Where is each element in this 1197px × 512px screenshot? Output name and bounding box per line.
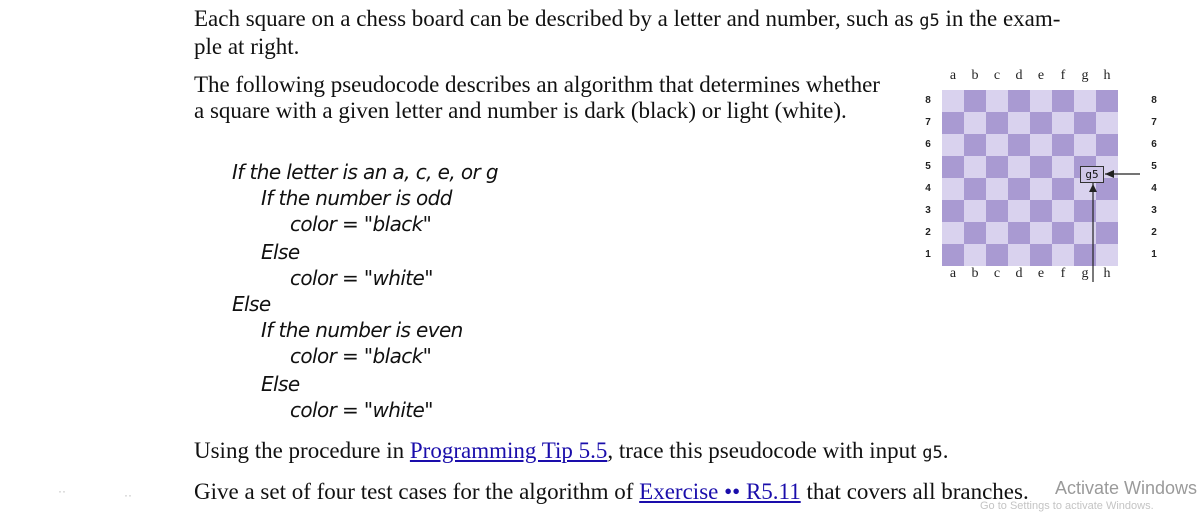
rank-label-2-right: 2 (1151, 227, 1157, 238)
board-square-c3 (986, 200, 1008, 222)
faint-mark: ·· (124, 488, 132, 502)
board-square-h8 (1096, 90, 1118, 112)
board-square-h6 (1096, 134, 1118, 156)
board-square-d2 (1008, 222, 1030, 244)
board-square-g3 (1074, 200, 1096, 222)
file-label-f-top: f (1060, 68, 1066, 83)
exercise-link[interactable]: Exercise •• R5.11 (639, 479, 801, 504)
g5-square-label: g5 (1080, 166, 1104, 183)
board-square-e6 (1030, 134, 1052, 156)
board-square-e8 (1030, 90, 1052, 112)
board-square-c8 (986, 90, 1008, 112)
board-square-e1 (1030, 244, 1052, 266)
board-square-c7 (986, 112, 1008, 134)
board-square-h1 (1096, 244, 1118, 266)
file-label-h-top: h (1103, 68, 1111, 83)
board-square-f7 (1052, 112, 1074, 134)
file-label-g-top: g (1081, 68, 1089, 83)
intro-paragraph: Each square on a chess board can be described by a letter and number, such as g5 in the exam- ple at right. (194, 6, 1061, 59)
board-square-e5 (1030, 156, 1052, 178)
file-label-g-bottom: g (1081, 266, 1089, 281)
file-label-d-bottom: d (1015, 266, 1023, 281)
board-square-h7 (1096, 112, 1118, 134)
rank-label-6-left: 6 (925, 139, 931, 150)
board-square-f6 (1052, 134, 1074, 156)
rank-label-7-left: 7 (925, 117, 931, 128)
pseudo-line-2: If the number is odd (261, 186, 452, 210)
board-square-a1 (942, 244, 964, 266)
board-square-d3 (1008, 200, 1030, 222)
board-square-a4 (942, 178, 964, 200)
file-label-d-top: d (1015, 68, 1023, 83)
board-square-f3 (1052, 200, 1074, 222)
board-square-c1 (986, 244, 1008, 266)
faint-mark: ·· (58, 484, 66, 498)
pseudo-line-5: color = "white" (290, 266, 433, 290)
board-square-b6 (964, 134, 986, 156)
file-label-h-bottom: h (1103, 266, 1111, 281)
board-square-b4 (964, 178, 986, 200)
board-square-b5 (964, 156, 986, 178)
board-square-d8 (1008, 90, 1030, 112)
rank-label-8-right: 8 (1151, 95, 1157, 106)
board-square-g2 (1074, 222, 1096, 244)
rank-label-8-left: 8 (925, 95, 931, 106)
activate-windows-subtext: Go to Settings to activate Windows. (980, 500, 1154, 512)
board-square-e7 (1030, 112, 1052, 134)
rank-label-2-left: 2 (925, 227, 931, 238)
board-square-a6 (942, 134, 964, 156)
file-label-b-top: b (971, 68, 979, 83)
pseudo-line-10: color = "white" (290, 398, 433, 422)
rank-label-3-right: 3 (1151, 205, 1157, 216)
activate-windows-watermark: Activate Windows (1055, 478, 1197, 498)
rank-label-5-right: 5 (1151, 161, 1157, 172)
rank-label-4-left: 4 (925, 183, 931, 194)
file-label-a-bottom: a (949, 266, 957, 281)
file-label-c-top: c (993, 68, 1001, 83)
board-square-g6 (1074, 134, 1096, 156)
file-label-e-bottom: e (1037, 266, 1045, 281)
board-square-g8 (1074, 90, 1096, 112)
board-square-a5 (942, 156, 964, 178)
rank-label-5-left: 5 (925, 161, 931, 172)
board-square-f5 (1052, 156, 1074, 178)
board-square-d1 (1008, 244, 1030, 266)
trace-instruction: Using the procedure in Programming Tip 5.5, trace this pseudocode with input g5. (194, 438, 949, 463)
board-square-b8 (964, 90, 986, 112)
file-label-b-bottom: b (971, 266, 979, 281)
file-label-a-top: a (949, 68, 957, 83)
pseudo-line-1: If the letter is an a, c, e, or g (232, 160, 498, 184)
rank-label-7-right: 7 (1151, 117, 1157, 128)
board-square-c5 (986, 156, 1008, 178)
chessboard-figure (920, 68, 1157, 308)
board-square-f8 (1052, 90, 1074, 112)
board-square-a3 (942, 200, 964, 222)
pseudo-line-4: Else (261, 240, 300, 264)
rank-label-1-right: 1 (1151, 249, 1157, 260)
board-square-b2 (964, 222, 986, 244)
programming-tip-link[interactable]: Programming Tip 5.5 (409, 438, 608, 463)
board-square-d7 (1008, 112, 1030, 134)
board-square-e4 (1030, 178, 1052, 200)
board-square-a7 (942, 112, 964, 134)
test-cases-instruction: Give a set of four test cases for the algorithm of Exercise •• R5.11 that covers all branches. (194, 479, 1029, 504)
pseudo-line-9: Else (261, 372, 300, 396)
board-square-d6 (1008, 134, 1030, 156)
board-square-h2 (1096, 222, 1118, 244)
board-square-d5 (1008, 156, 1030, 178)
board-square-b3 (964, 200, 986, 222)
board-square-b7 (964, 112, 986, 134)
board-square-g7 (1074, 112, 1096, 134)
rank-label-1-left: 1 (925, 249, 931, 260)
board-square-c2 (986, 222, 1008, 244)
board-square-e2 (1030, 222, 1052, 244)
pseudo-line-8: color = "black" (290, 344, 432, 368)
file-label-c-bottom: c (993, 266, 1001, 281)
pseudo-line-3: color = "black" (290, 212, 432, 236)
file-label-e-top: e (1037, 68, 1045, 83)
board-square-c4 (986, 178, 1008, 200)
pseudo-line-7: If the number is even (261, 318, 463, 342)
rank-label-4-right: 4 (1151, 183, 1157, 194)
board-square-a8 (942, 90, 964, 112)
board-square-f4 (1052, 178, 1074, 200)
board-square-c6 (986, 134, 1008, 156)
board-square-g1 (1074, 244, 1096, 266)
board-square-f2 (1052, 222, 1074, 244)
file-label-f-bottom: f (1060, 266, 1066, 281)
board-square-e3 (1030, 200, 1052, 222)
rank-label-6-right: 6 (1151, 139, 1157, 150)
board-square-b1 (964, 244, 986, 266)
board-square-a2 (942, 222, 964, 244)
board-square-d4 (1008, 178, 1030, 200)
rank-label-3-left: 3 (925, 205, 931, 216)
board-square-h3 (1096, 200, 1118, 222)
pseudo-line-6: Else (232, 292, 271, 316)
algorithm-description: The following pseudocode describes an algorithm that determines whether a square with a given letter and number is dark (black) or light (white). (194, 72, 880, 123)
board-square-f1 (1052, 244, 1074, 266)
